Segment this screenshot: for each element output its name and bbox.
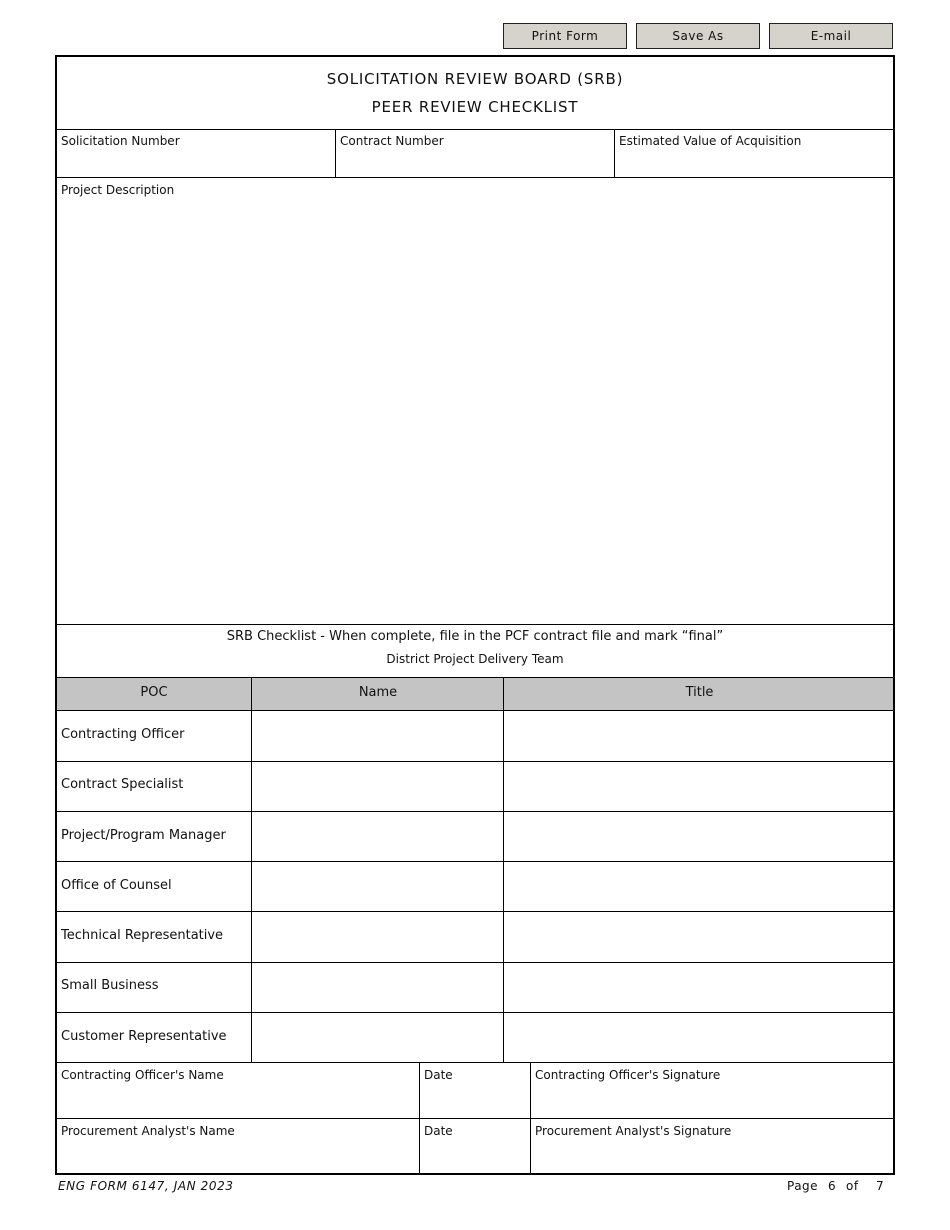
divider	[57, 911, 893, 912]
title-field-project-program-manager[interactable]	[507, 815, 895, 859]
team-label: District Project Delivery Team	[386, 652, 564, 666]
email-button[interactable]: E-mail	[769, 23, 893, 49]
poc-small-business: Small Business	[61, 978, 159, 993]
page-current: 6	[828, 1179, 837, 1193]
srb-form	[55, 55, 895, 1175]
pa-name-field[interactable]	[61, 1143, 417, 1169]
title-field-contract-specialist[interactable]	[507, 765, 895, 809]
poc-contract-specialist: Contract Specialist	[61, 777, 184, 792]
solicitation-number-label: Solicitation Number	[61, 134, 180, 148]
co-name-label: Contracting Officer's Name	[61, 1068, 224, 1082]
pa-name-label: Procurement Analyst's Name	[61, 1124, 235, 1138]
checklist-instruction: SRB Checklist - When complete, file in the PCF contract file and mark “final”	[226, 629, 724, 644]
pa-signature-field[interactable]	[535, 1143, 887, 1167]
divider	[57, 1118, 893, 1119]
print-form-button[interactable]: Print Form	[503, 23, 627, 49]
co-name-field[interactable]	[61, 1087, 417, 1113]
divider	[57, 177, 893, 178]
name-field-technical-representative[interactable]	[255, 915, 503, 959]
form-title: SOLICITATION REVIEW BOARD (SRB)	[326, 70, 624, 88]
title-field-technical-representative[interactable]	[507, 915, 895, 959]
page-total: 7	[876, 1179, 885, 1193]
divider	[57, 1012, 893, 1013]
name-field-project-program-manager[interactable]	[255, 815, 503, 859]
title-field-customer-representative[interactable]	[507, 1016, 895, 1060]
divider	[57, 710, 893, 711]
of-label: of	[846, 1179, 859, 1193]
date-label: Date	[424, 1124, 453, 1138]
divider	[251, 678, 252, 1062]
co-signature-label: Contracting Officer's Signature	[535, 1068, 721, 1082]
name-field-contract-specialist[interactable]	[255, 765, 503, 809]
column-header-name: Name	[358, 685, 398, 700]
divider	[503, 678, 504, 1062]
poc-technical-representative: Technical Representative	[61, 928, 224, 943]
title-field-small-business[interactable]	[507, 966, 895, 1010]
divider	[57, 761, 893, 762]
form-subtitle: PEER REVIEW CHECKLIST	[371, 98, 579, 116]
divider	[57, 962, 893, 963]
estimated-value-label: Estimated Value of Acquisition	[619, 134, 802, 148]
name-field-small-business[interactable]	[255, 966, 503, 1010]
project-description-field[interactable]	[61, 201, 891, 625]
divider	[57, 811, 893, 812]
contract-number-label: Contract Number	[340, 134, 444, 148]
title-field-office-of-counsel[interactable]	[507, 865, 895, 909]
name-field-customer-representative[interactable]	[255, 1016, 503, 1060]
divider	[57, 1062, 893, 1063]
divider	[57, 624, 893, 625]
co-date-field[interactable]	[424, 1087, 528, 1113]
divider	[614, 129, 615, 177]
project-description-label: Project Description	[61, 183, 175, 197]
divider	[57, 861, 893, 862]
estimated-value-field[interactable]	[619, 151, 891, 175]
solicitation-number-field[interactable]	[61, 151, 333, 175]
poc-project-program-manager: Project/Program Manager	[61, 828, 226, 843]
divider	[335, 129, 336, 177]
pa-signature-label: Procurement Analyst's Signature	[535, 1124, 732, 1138]
column-header-title: Title	[685, 685, 714, 700]
page-label: Page	[787, 1179, 819, 1193]
poc-office-of-counsel: Office of Counsel	[61, 878, 172, 893]
poc-contracting-officer: Contracting Officer	[61, 727, 185, 742]
title-field-contracting-officer[interactable]	[507, 715, 895, 759]
name-field-office-of-counsel[interactable]	[255, 865, 503, 909]
co-signature-field[interactable]	[535, 1087, 887, 1111]
save-as-button[interactable]: Save As	[636, 23, 760, 49]
column-header-poc: POC	[140, 685, 168, 700]
date-label: Date	[424, 1068, 453, 1082]
name-field-contracting-officer[interactable]	[255, 715, 503, 759]
pa-date-field[interactable]	[424, 1143, 528, 1169]
form-id: ENG FORM 6147, JAN 2023	[58, 1179, 234, 1193]
poc-customer-representative: Customer Representative	[61, 1029, 227, 1044]
divider	[57, 129, 893, 130]
contract-number-field[interactable]	[340, 151, 612, 175]
